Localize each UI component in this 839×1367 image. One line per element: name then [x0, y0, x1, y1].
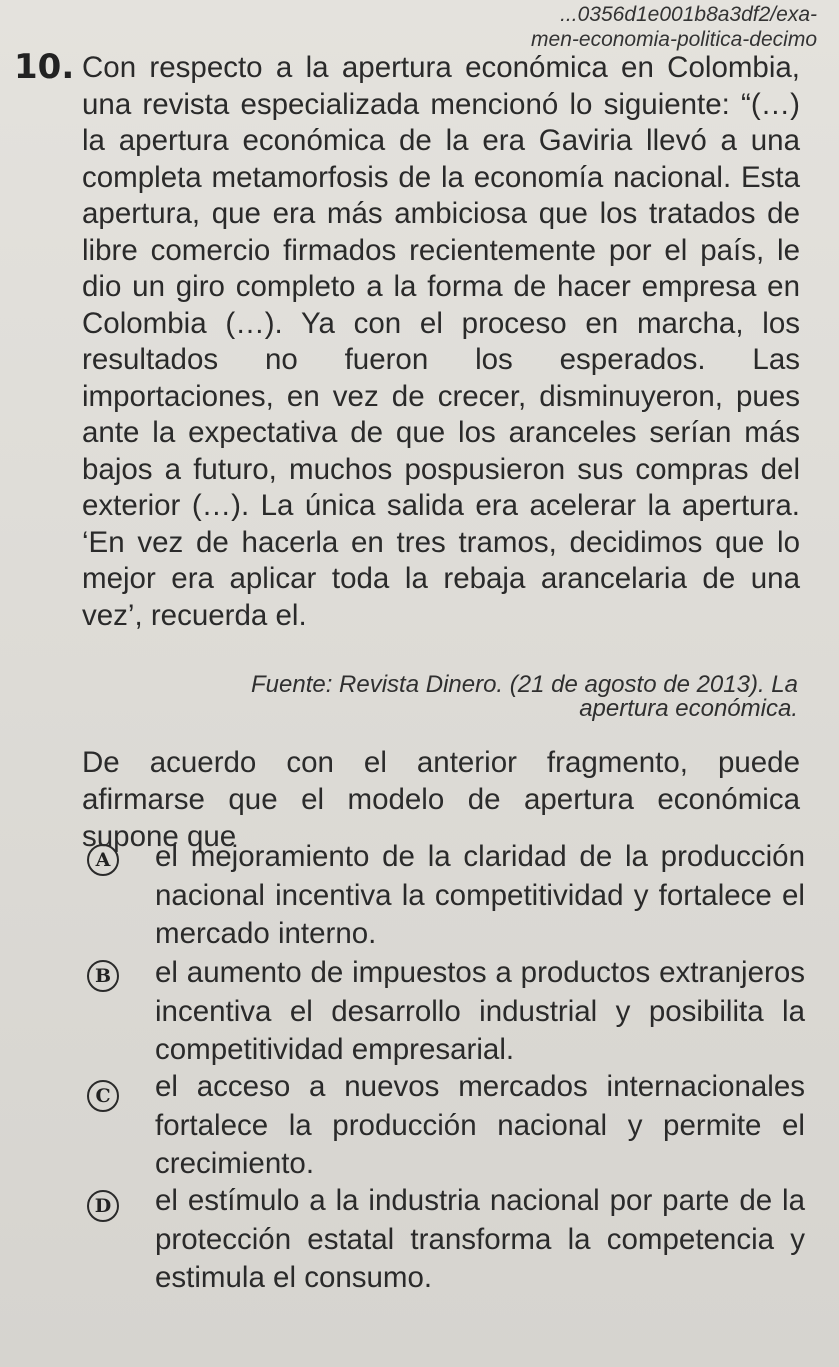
option-a-letter[interactable]: A — [87, 844, 119, 876]
option-c-letter[interactable]: C — [87, 1080, 119, 1112]
option-d-letter[interactable]: D — [87, 1190, 119, 1222]
source-line-2: apertura económica. — [579, 695, 798, 722]
question-passage: Con respecto a la apertura económica en Colombia, una revista especializada mencionó lo siguiente: “(…) la apertura económica de la era Gaviria llevó a una completa metamorfosis de la economía nacional. Esta apertura, que era más ambiciosa que los tratados de libre comercio firmados recientemente por el país, le dio un giro completo a la forma de hacer empresa en Colombia (…). Ya con el proceso en marcha, los resultados no fueron los esperados. Las importaciones, en vez de crecer, disminuyeron, pues ante la expectativa de que los aranceles serían más bajos a futuro, muchos pospusieron sus compras del exterior (…). La única salida era acelerar la apertura. ‘En vez de hacerla en tres tramos, decidimos que lo mejor era aplicar toda la rebaja arancelaria de una vez’, recuerda el. — [82, 51, 800, 632]
source-line-1: Fuente: Revista Dinero. (21 de agosto de 2013). La — [250, 671, 798, 698]
option-a-text: el mejoramiento de la claridad de la producción nacional incentiva la competitividad y fortalece el mercado interno. — [155, 840, 805, 950]
question-prompt: De acuerdo con el anterior fragmento, puede afirmarse que el modelo de apertura económica supone que — [82, 746, 800, 853]
source-citation — [196, 673, 798, 721]
option-d-text: el estímulo a la industria nacional por parte de la protección estatal transforma la competencia y estimula el consumo. — [155, 1184, 805, 1294]
question-number: 10. — [14, 47, 75, 87]
url-line-1: ...0356d1e001b8a3df2/exa- — [560, 3, 817, 26]
option-c-text: el acceso a nuevos mercados internacionales fortalece la producción nacional y permite el crecimiento. — [155, 1070, 805, 1180]
url-line-2: men-economia-politica-decimo — [531, 28, 817, 51]
option-b-letter[interactable]: B — [87, 960, 119, 992]
option-b-text: el aumento de impuestos a productos extranjeros incentiva el desarrollo industrial y posibilita la competitividad empresarial. — [155, 956, 805, 1066]
page-url — [531, 2, 817, 52]
